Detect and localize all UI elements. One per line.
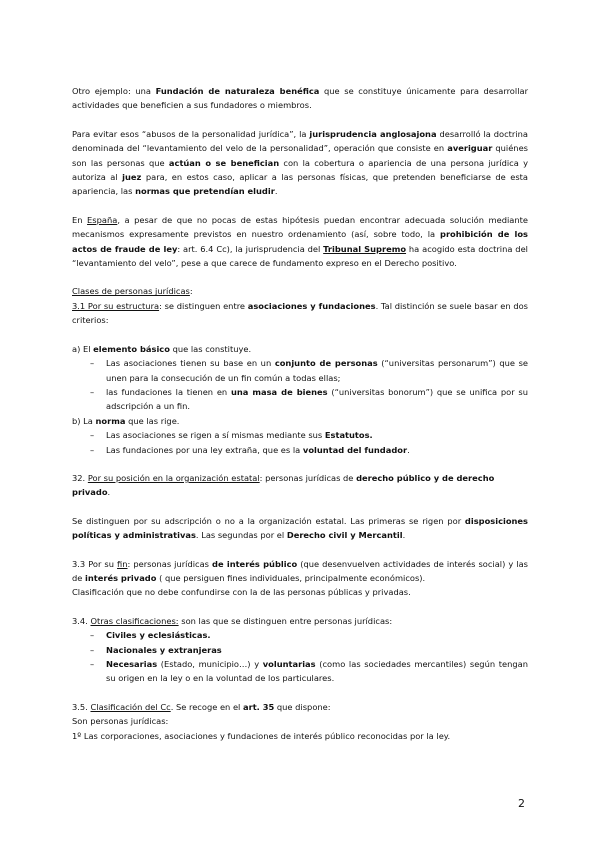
text: a) El	[72, 343, 94, 354]
heading-text: Clases de personas jurídicas	[72, 286, 190, 297]
text: (que desenvuelven actividades de interés social) y las de	[72, 558, 528, 583]
text: que las rige.	[125, 415, 180, 426]
section-3-5-line2: Son personas jurídicas:	[72, 716, 169, 727]
bold-text: interés privado	[85, 572, 157, 583]
text: para, en estos caso, aplicar a las personas físicas, que pretenden beneficiarse de esta apariencia, las	[72, 172, 528, 197]
bold-text: actúan o se benefician	[168, 157, 280, 168]
text: .	[107, 487, 111, 498]
text: son las que se distinguen entre personas jurídicas:	[178, 615, 393, 626]
bold-text: Derecho civil y Mercantil	[286, 530, 403, 541]
section-3-2	[72, 471, 528, 500]
text: Las asociaciones tienen su base en un	[106, 358, 275, 369]
text: (“universitas bonorum”) que se unifica por su adscripción a un fin.	[106, 386, 528, 412]
text: 32.	[72, 472, 88, 483]
text: : art. 6.4 Cc), la jurisprudencia del	[177, 243, 324, 254]
text: Otro ejemplo: una	[72, 86, 156, 96]
text: quiénes son las personas que	[72, 143, 528, 168]
bold-text: normas que pretendían eludir	[135, 186, 275, 197]
page-number: 2	[518, 797, 525, 810]
text: : personas jurídicas de	[259, 472, 357, 483]
bold-text: asociaciones y fundaciones	[247, 300, 376, 311]
bold-text: Necesarias	[106, 659, 158, 669]
text: . Las segundas por el	[195, 530, 287, 541]
text: (“universitas personarum”) que se unen para la consecución de un fin común a todas ellas;	[106, 358, 529, 383]
text: : personas jurídicas	[127, 558, 213, 569]
underlined-text: fin	[117, 558, 128, 569]
text: . Tal distinción se suele basar en dos criterios:	[72, 300, 528, 326]
bold-text: art. 35	[243, 701, 275, 712]
text: .	[274, 186, 278, 197]
text: :	[189, 286, 193, 297]
text: b) La	[72, 415, 96, 426]
section-3-5-line3: 1º Las corporaciones, asociaciones y fundaciones de interés público reconocidas por la ley.	[72, 730, 451, 741]
text: : se distinguen entre	[159, 300, 248, 311]
section-3-3-note: Clasificación que no debe confundirse con la de las personas públicas y privadas.	[72, 587, 411, 598]
underlined-text: Por su posición en la organización estatal	[87, 472, 260, 483]
text: Las asociaciones se rigen a sí mismas mediante sus	[106, 430, 325, 441]
text: que dispone:	[274, 701, 331, 712]
text: (como las sociedades mercantiles) según tengan su origen en la ley o en la voluntad de los particulares.	[106, 659, 528, 684]
text: con la cobertura o apariencia de una persona jurídica y autoriza al	[72, 157, 528, 183]
section-heading-clases	[72, 284, 528, 298]
text: 3.4.	[72, 615, 91, 626]
bold-text: prohibición de los actos de fraude de ley	[72, 229, 528, 254]
document-page	[72, 84, 528, 743]
text: 3.5.	[72, 701, 91, 712]
bold-underlined-text: Tribunal Supremo	[323, 243, 407, 254]
text: (Estado, municipio…) y	[157, 659, 263, 669]
section-3-1	[72, 299, 528, 328]
underlined-text: España	[87, 214, 118, 225]
paragraph-fundacion-ejemplo	[72, 84, 528, 113]
bold-text: Civiles y eclesiásticas.	[106, 630, 211, 641]
paragraph-espana	[72, 213, 528, 271]
underlined-text: Otras clasificaciones:	[90, 615, 179, 626]
bold-text: norma	[95, 415, 126, 426]
bold-text: jurisprudencia anglosajona	[309, 128, 437, 139]
bold-text: Nacionales y extranjeras	[106, 644, 222, 655]
bold-text: elemento básico	[93, 343, 170, 354]
underlined-text: 3.1 Por su estructura	[72, 300, 160, 311]
section-3-3	[72, 557, 528, 586]
bold-text: conjunto de personas	[274, 358, 378, 369]
text: ha acogido esta doctrina del “levantamiento del velo”, pese a que carece de fundamento expreso en el Derecho positivo.	[72, 243, 528, 269]
bold-text: voluntarias	[262, 659, 316, 669]
text: 3.3 Por su	[72, 558, 118, 569]
text: desarrolló la doctrina denominada del “levantamiento del velo de la personalidad”, operación que consiste en	[72, 128, 528, 154]
criterion-a	[72, 342, 528, 356]
bold-text: averiguar	[447, 143, 493, 154]
list-item	[72, 385, 528, 414]
text: En	[72, 214, 88, 225]
bold-text: Estatutos.	[324, 430, 373, 441]
list-item	[72, 428, 528, 442]
criterion-b	[72, 414, 528, 428]
bold-text: una masa de bienes	[230, 386, 328, 397]
text: ( que persiguen fines individuales, principalmente económicos).	[156, 572, 426, 583]
section-3-4	[72, 614, 528, 628]
paragraph-levantamiento-velo	[72, 127, 528, 199]
text: .	[402, 530, 406, 541]
bold-text: Fundación de naturaleza benéfica	[155, 86, 320, 96]
list-item	[72, 657, 528, 686]
text: .	[407, 444, 410, 455]
underlined-text: Clasificación del Cc	[90, 701, 171, 712]
list-item	[72, 443, 528, 457]
section-3-5	[72, 700, 528, 714]
text: . Se recoge en el	[170, 701, 243, 712]
text: Se distinguen por su adscripción o no a la organización estatal. Las primeras se rigen por	[72, 515, 465, 526]
bold-text: derecho público y de derecho privado	[72, 472, 495, 498]
text: Las fundaciones por una ley extraña, que es la	[106, 444, 303, 455]
text: las fundaciones la tienen en	[106, 386, 231, 397]
text: que las constituye.	[169, 343, 252, 354]
paragraph-adscripcion	[72, 514, 528, 543]
text: , a pesar de que no pocas de estas hipótesis puedan encontrar adecuada solución mediante mecanismos expresamente previstos en nuestro ordenamiento (así, sobre todo, la	[72, 214, 528, 240]
text: Para evitar esos “abusos de la personalidad jurídica”, la	[72, 128, 310, 139]
bold-text: de interés público	[212, 558, 298, 569]
list-item	[72, 628, 528, 642]
text: que se constituye únicamente para desarrollar actividades que beneficien a sus fundadores o miembros.	[72, 86, 528, 111]
list-item	[72, 643, 528, 657]
bold-text: disposiciones políticas y administrativas	[72, 515, 528, 541]
list-item	[72, 356, 528, 385]
bold-text: voluntad del fundador	[302, 444, 408, 455]
bold-text: juez	[122, 172, 142, 183]
